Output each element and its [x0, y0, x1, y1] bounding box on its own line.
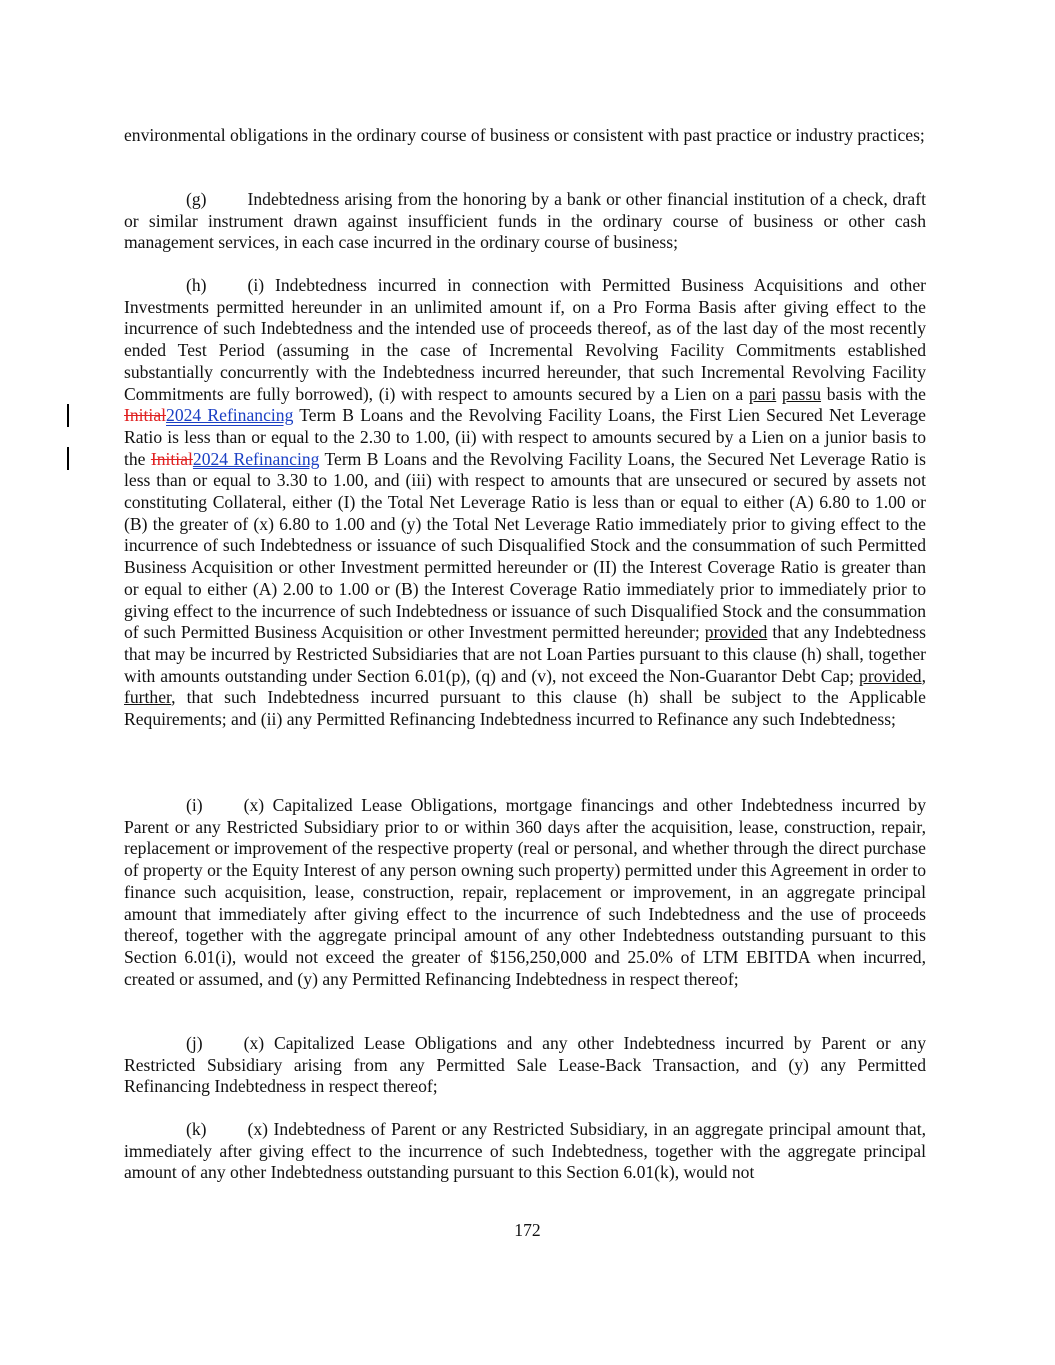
paragraph-h-text-3: Term B Loans and the Revolving Facility Loans, the First Lien Secured Net Leverage Ratio is less than or equal to the 2.30 to 1.00, (ii) with respect to amounts secured by a Lien on a junior basis to the [124, 405, 926, 469]
paragraph-intro-text: environmental obligations in the ordinary course of business or consistent with past practice or industry practices; [124, 125, 925, 145]
inserted-text: 2024 Refinancing [166, 405, 294, 426]
clause-label-j: (j) [186, 1033, 203, 1053]
deleted-text: Initial [150, 448, 193, 469]
paragraph-i-text: (x) Capitalized Lease Obligations, mortgage financings and other Indebtedness incurred by Parent or any Restricted Subsidiary prior to or within 360 days after the acquisition, lease, construction, repair, replacement or improvement of the respective property (real or personal, and whether through the direct purchase of property or the Equity Interest of any person owning such property) permitted under this Agreement in order to finance such acquisition, lease, construction, repair, replacement or improvement, in an aggregate principal amount that immediately after giving effect to the incurrence of such Indebtedness and the use of proceeds thereof, together with the aggregate principal amount of any other Indebtedness outstanding pursuant to this Section 6.01(i), would not exceed the greater of $156,250,000 and 25.0% of LTM EBITDA when incurred, created or assumed, and (y) any Permitted Refinancing Indebtedness in respect thereof; [124, 795, 926, 989]
provided-term: provided [704, 622, 768, 643]
page-number: 172 [514, 1220, 541, 1240]
paragraph-h-text-4: Term B Loans and the Revolving Facility Loans, the Secured Net Leverage Ratio is less than or equal to 3.30 to 1.00, and (iii) with respect to amounts that are unsecured or secured by assets not constituting Collateral, either (I) the Total Net Leverage Ratio is less than or equal to either (A) 6.80 to 1.00 or (B) the greater of (x) 6.80 to 1.00 and (y) the Total Net Leverage Ratio immediately prior to giving effect to the incurrence of such Indebtedness or issuance of such Disqualified Stock and the consummation of such Permitted Business Acquisition or other Investment permitted hereunder or (II) the Interest Coverage Ratio is greater than or equal to either (A) 2.00 to 1.00 or (B) the Interest Coverage Ratio immediately prior to immediately prior to giving effect to the incurrence of such Indebtedness or issuance of such Disqualified Stock and the consummation of such Permitted Business Acquisition or other Investment permitted hereunder; [124, 448, 926, 643]
further-term: further [124, 687, 172, 708]
paragraph-h-text-2: basis with the [826, 383, 926, 404]
paragraph-j [124, 1033, 926, 1098]
paragraph-intro [124, 125, 926, 147]
inserted-text: 2024 Refinancing [192, 448, 320, 469]
paragraph-g-text: Indebtedness arising from the honoring by a bank or other financial institution of a check, draft or similar instrument drawn against insufficient funds in the ordinary course of business or other cash management services, in each case incurred in the ordinary course of business; [124, 189, 926, 253]
clause-label-i: (i) [186, 795, 203, 815]
deleted-text: Initial [124, 405, 167, 426]
paragraph-k-text: (x) Indebtedness of Parent or any Restricted Subsidiary, in an aggregate principal amount that, immediately after giving effect to the incurrence of such Indebtedness, together with the aggregate principal amount of any other Indebtedness outstanding pursuant to this Section 6.01(k), would not [124, 1119, 926, 1183]
paragraph-h-text-1: (i) Indebtedness incurred in connection with Permitted Business Acquisitions and other Investments permitted hereunder in an unlimited amount if, on a Pro Forma Basis after giving effect to the incurrence of such Indebtedness and the intended use of proceeds thereof, as of the last day of the most recently ended Test Period (assuming in the case of Incremental Revolving Facility Commitments established substantially concurrently with the Indebtedness incurred hereunder, that such Incremental Revolving Facility Commitments are fully borrowed), (i) with respect to amounts secured by a Lien on a [124, 275, 926, 404]
clause-label-h: (h) [186, 275, 207, 295]
clause-label-g: (g) [186, 189, 207, 209]
paragraph-h-text-6: , that such Indebtedness incurred pursuant to this clause (h) shall be subject to the Applicable Requirements; and (ii) any Permitted Refinancing Indebtedness incurred to Refinance any such Indebtedness; [124, 687, 926, 730]
comma: , [921, 665, 926, 686]
paragraph-h-text-5: that any Indebtedness that may be incurred by Restricted Subsidiaries that are not Loan Parties pursuant to this clause (h) shall, together with amounts outstanding under Section 6.01(p), (q) and (v), not exceed the Non-Guarantor Debt Cap; [124, 622, 926, 686]
provided-term: provided [859, 665, 922, 686]
passu-term: passu [781, 383, 822, 404]
revision-change-bar [67, 447, 69, 470]
paragraph-h [124, 275, 926, 731]
pari-term: pari [748, 383, 777, 404]
paragraph-i [124, 795, 926, 990]
paragraph-j-text: (x) Capitalized Lease Obligations and any other Indebtedness incurred by Parent or any Restricted Subsidiary arising from any Permitted Sale Lease-Back Transaction, and (y) any Permitted Refinancing Indebtedness in respect thereof; [124, 1033, 926, 1097]
paragraph-g [124, 189, 926, 254]
revision-change-bar [67, 404, 69, 427]
paragraph-k [124, 1119, 926, 1184]
clause-label-k: (k) [186, 1119, 207, 1139]
